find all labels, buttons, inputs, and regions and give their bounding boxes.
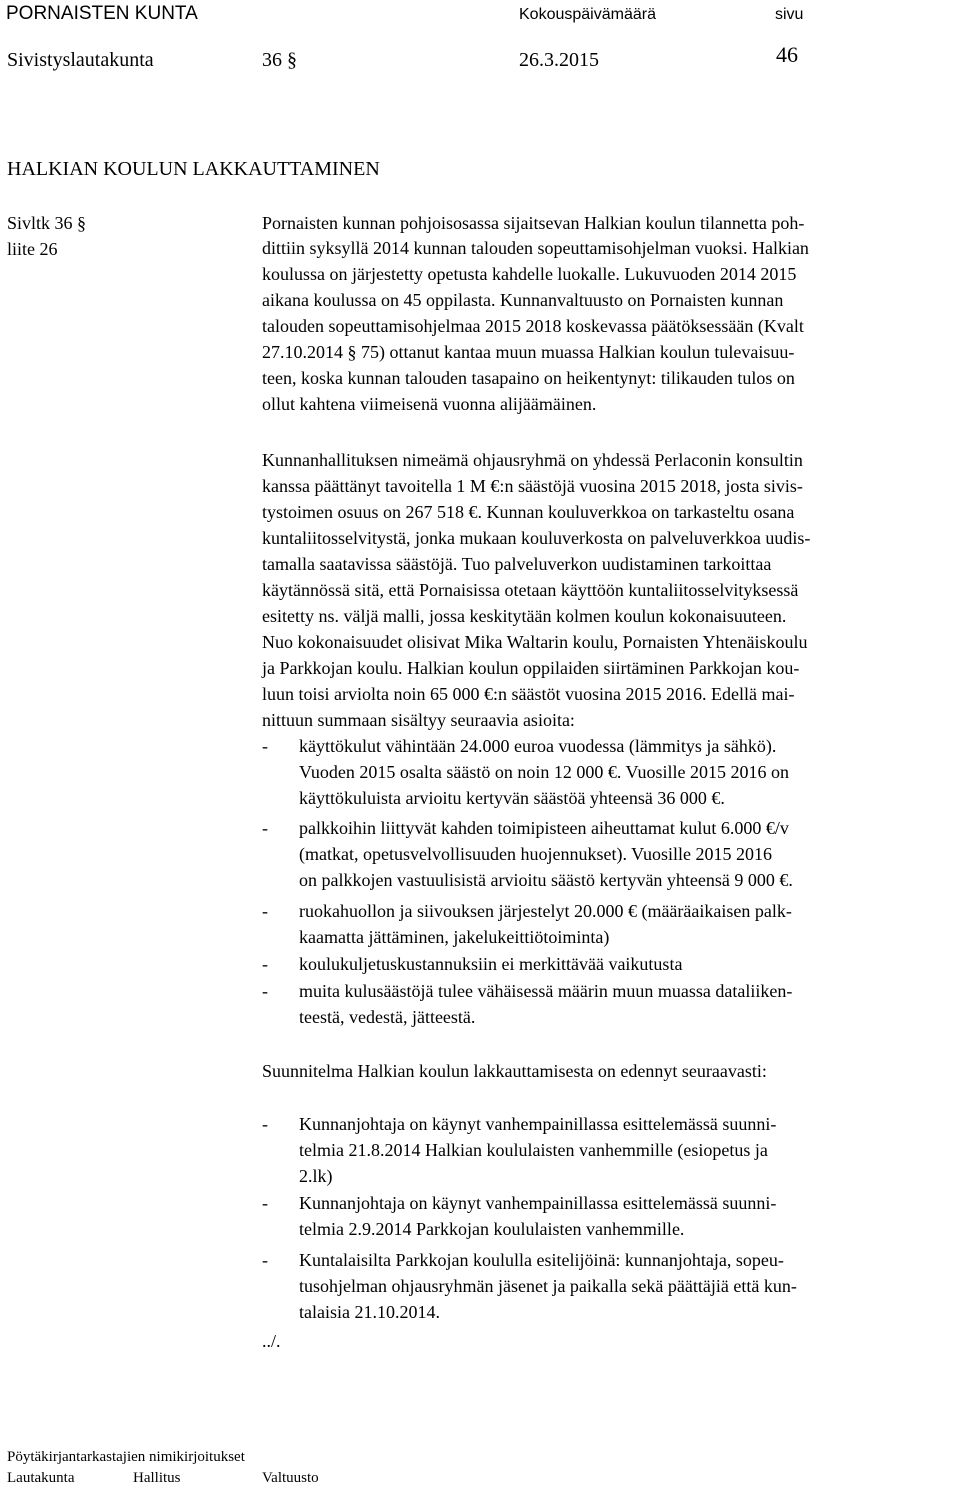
paragraph-line: dittiin syksyllä 2014 kunnan talouden sopeuttamisohjelman vuoksi. Halkian — [262, 238, 809, 258]
list-item-line: Kunnanjohtaja on käynyt vanhempainillassa esittelemässä suunni- — [299, 1193, 777, 1213]
section-reference: Sivltk 36 § — [7, 213, 87, 233]
list-item-line: palkkoihin liittyvät kahden toimipisteen aiheuttamat kulut 6.000 €/v — [299, 818, 789, 838]
attachment-reference: liite 26 — [7, 239, 58, 259]
date-label: Kokouspäivämäärä — [519, 6, 656, 23]
list-item-line: koulukuljetuskustannuksiin ei merkittävää vaikutusta — [299, 954, 683, 974]
paragraph-line: teen, koska kunnan talouden tasapaino on heikentynyt: tilikauden tulos on — [262, 368, 795, 388]
meeting-date: 26.3.2015 — [519, 49, 599, 71]
paragraph-line: koulussa on järjestetty opetusta kahdelle luokalle. Lukuvuoden 2014 2015 — [262, 264, 797, 284]
list-dash: - — [262, 818, 268, 838]
list-item-line: Kunnanjohtaja on käynyt vanhempainillassa esittelemässä suunni- — [299, 1114, 777, 1134]
list-dash: - — [262, 901, 268, 921]
paragraph-line: luun toisi arviolta noin 65 000 €:n säästöt vuosina 2015 2016. Edellä mai- — [262, 684, 795, 704]
section-number: 36 § — [262, 49, 297, 71]
paragraph-line: tystoimen osuus on 267 518 €. Kunnan kouluverkkoa on tarkasteltu osana — [262, 502, 795, 522]
paragraph-line: Pornaisten kunnan pohjoisosassa sijaitsevan Halkian koulun tilannetta poh- — [262, 213, 805, 233]
page-number: 46 — [776, 42, 798, 67]
list-item-line: käyttökulut vähintään 24.000 euroa vuodessa (lämmitys ja sähkö). — [299, 736, 777, 756]
paragraph-line: ollut kahtena viimeisenä vuonna alijäämäinen. — [262, 394, 597, 414]
footer-label-committee: Lautakunta — [7, 1470, 75, 1486]
list-dash: - — [262, 736, 268, 756]
list-item-line: tusohjelman ohjausryhmän jäsenet ja paikalla sekä päättäjiä että kun- — [299, 1276, 797, 1296]
list-item-line: 2.lk) — [299, 1166, 333, 1186]
paragraph-line: talouden sopeuttamisohjelmaa 2015 2018 koskevassa päätöksessään (Kvalt — [262, 316, 804, 336]
continuation-marker: ../. — [262, 1331, 281, 1351]
list-item-line: talaisia 21.10.2014. — [299, 1302, 440, 1322]
signatures-caption: Pöytäkirjantarkastajien nimikirjoitukset — [7, 1449, 245, 1465]
paragraph-line: Nuo kokonaisuudet olisivat Mika Waltarin koulu, Pornaisten Yhtenäiskoulu — [262, 632, 808, 652]
paragraph-line: kuntaliitosselvitystä, jonka mukaan kouluverkosta on palveluverkkoa uudis- — [262, 528, 811, 548]
list-item-line: käyttökuluista arvioitu kertyvän säästöä yhteensä 36 000 €. — [299, 788, 725, 808]
committee-name: Sivistyslautakunta — [7, 49, 154, 71]
list-item-line: telmia 21.8.2014 Halkian koululaisten vanhemmille (esiopetus ja — [299, 1140, 768, 1160]
list-item-line: teestä, vedestä, jätteestä. — [299, 1007, 476, 1027]
paragraph-line: Kunnanhallituksen nimeämä ohjausryhmä on yhdessä Perlaconin konsultin — [262, 450, 803, 470]
list-item-line: (matkat, opetusvelvollisuuden huojennukset). Vuosille 2015 2016 — [299, 844, 773, 864]
paragraph-line: kanssa päättänyt tavoitella 1 M €:n säästöjä vuosina 2015 2018, josta sivis- — [262, 476, 803, 496]
list-dash: - — [262, 954, 268, 974]
list-item-line: telmia 2.9.2014 Parkkojan koululaisten vanhemmille. — [299, 1219, 685, 1239]
list-item-line: Vuoden 2015 osalta säästö on noin 12 000 €. Vuosille 2015 2016 on — [299, 762, 789, 782]
footer-label-board: Hallitus — [133, 1470, 181, 1486]
list-item-line: Kuntalaisilta Parkkojan koululla esitelijöinä: kunnanjohtaja, sopeu- — [299, 1250, 784, 1270]
list-item-line: kaamatta jättäminen, jakelukeittiötoiminta) — [299, 927, 610, 947]
paragraph-line: aikana koulussa on 45 oppilasta. Kunnanvaltuusto on Pornaisten kunnan — [262, 290, 784, 310]
list-item-line: on palkkojen vastuulisistä arvioitu säästö kertyvän yhteensä 9 000 €. — [299, 870, 793, 890]
list-item-line: ruokahuollon ja siivouksen järjestelyt 20.000 € (määräaikaisen palk- — [299, 901, 792, 921]
document-title: HALKIAN KOULUN LAKKAUTTAMINEN — [7, 158, 380, 180]
list-dash: - — [262, 1250, 268, 1270]
list-dash: - — [262, 1193, 268, 1213]
paragraph-line: tamalla saatavissa säästöjä. Tuo palveluverkon uudistaminen tarkoittaa — [262, 554, 772, 574]
list-dash: - — [262, 1114, 268, 1134]
list-item-line: muita kulusäästöjä tulee vähäisessä määrin muun muassa dataliiken- — [299, 981, 793, 1001]
footer-label-council: Valtuusto — [262, 1470, 319, 1486]
org-name: PORNAISTEN KUNTA — [6, 3, 198, 24]
plan-intro: Suunnitelma Halkian koulun lakkauttamisesta on edennyt seuraavasti: — [262, 1061, 767, 1081]
paragraph-line: ja Parkkojan koulu. Halkian koulun oppilaiden siirtäminen Parkkojan kou- — [262, 658, 800, 678]
paragraph-line: 27.10.2014 § 75) ottanut kantaa muun muassa Halkian koulun tulevaisuu- — [262, 342, 795, 362]
paragraph-line: nittuun summaan sisältyy seuraavia asioita: — [262, 710, 575, 730]
list-dash: - — [262, 981, 268, 1001]
paragraph-line: käytännössä sitä, että Pornaisissa otetaan käyttöön kuntaliitosselvityksessä — [262, 580, 799, 600]
page-label: sivu — [775, 6, 804, 23]
paragraph-line: esitetty ns. väljä malli, jossa keskitytään kolmen koulun kokonaisuuteen. — [262, 606, 787, 626]
